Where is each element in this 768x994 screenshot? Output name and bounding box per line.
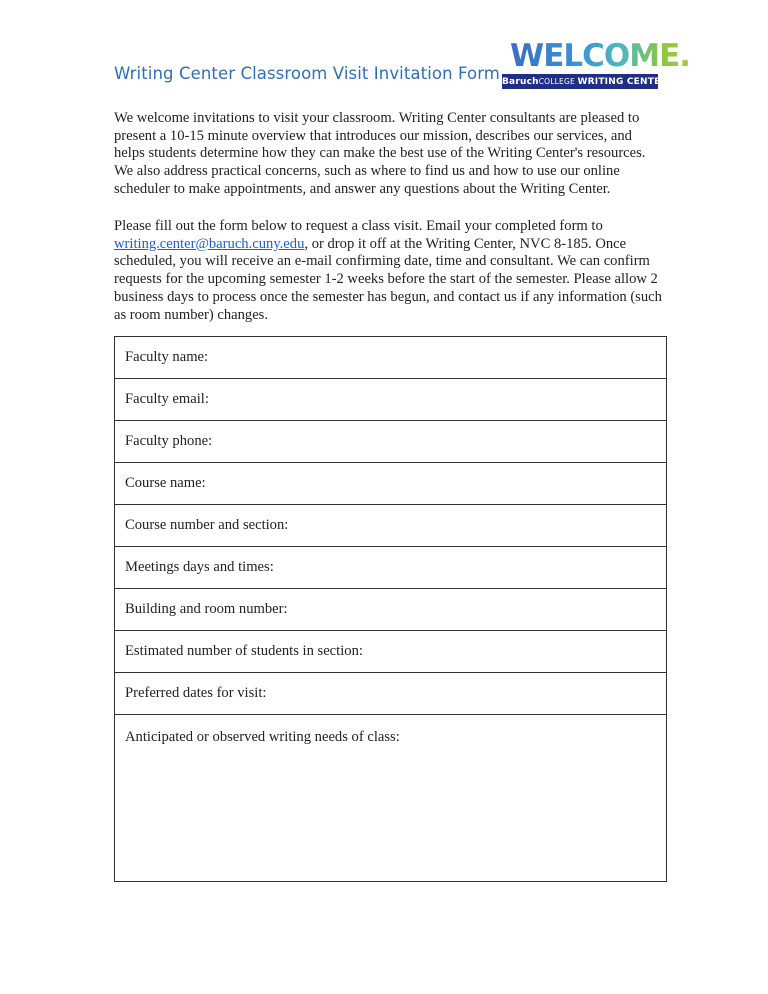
visit-request-form [114,336,667,882]
instructions-paragraph [114,218,662,324]
course-name-field[interactable]: Course name: [115,463,667,505]
logo-welcome-text: WELCOME. [510,38,691,74]
room-number-field[interactable]: Building and room number: [115,589,667,631]
preferred-dates-field[interactable]: Preferred dates for visit: [115,673,667,715]
writing-center-logo [502,38,691,87]
form-row [115,421,667,463]
course-number-field[interactable]: Course number and section: [115,505,667,547]
faculty-name-field[interactable]: Faculty name: [115,337,667,379]
meeting-times-field[interactable]: Meetings days and times: [115,547,667,589]
faculty-phone-field[interactable]: Faculty phone: [115,421,667,463]
form-row [115,463,667,505]
logo-banner [502,74,668,89]
form-row [115,715,667,882]
form-row [115,673,667,715]
faculty-email-field[interactable]: Faculty email: [115,379,667,421]
form-row [115,547,667,589]
form-row [115,379,667,421]
form-row [115,505,667,547]
logo-college-bold: Baruch [502,77,539,87]
form-row [115,337,667,379]
writing-needs-field[interactable]: Anticipated or observed writing needs of class: [115,715,667,882]
instructions-text-end: , or drop it off at the Writing Center, NVC 8-185. Once scheduled, you will receive an e-mail confirming date, time and consultant. We can confirm requests for the upcoming semester 1-2 weeks before the start of the semester. Please allow 2 business days to process once the semester has begun, and contact us if any information (such as room number) changes. [114,235,662,323]
email-link[interactable]: writing.center@baruch.cuny.edu [114,235,305,252]
intro-paragraph: We welcome invitations to visit your classroom. Writing Center consultants are pleased to present a 10-15 minute overview that introduces our mission, describes our services, and helps students determine how they can make the best use of the Writing Center's resources. We also address practical concerns, such as where to find us and how to use our online scheduler to make appointments, and answer any questions about the Writing Center. [114,110,646,197]
logo-center: WRITING CENTER [577,77,668,87]
logo-college-rest: COLLEGE [538,77,575,86]
student-count-field[interactable]: Estimated number of students in section: [115,631,667,673]
form-row [115,631,667,673]
page-title: Writing Center Classroom Visit Invitation Form [114,64,500,83]
instructions-text-start: Please fill out the form below to request a class visit. Email your completed form to [114,218,603,234]
form-row [115,589,667,631]
